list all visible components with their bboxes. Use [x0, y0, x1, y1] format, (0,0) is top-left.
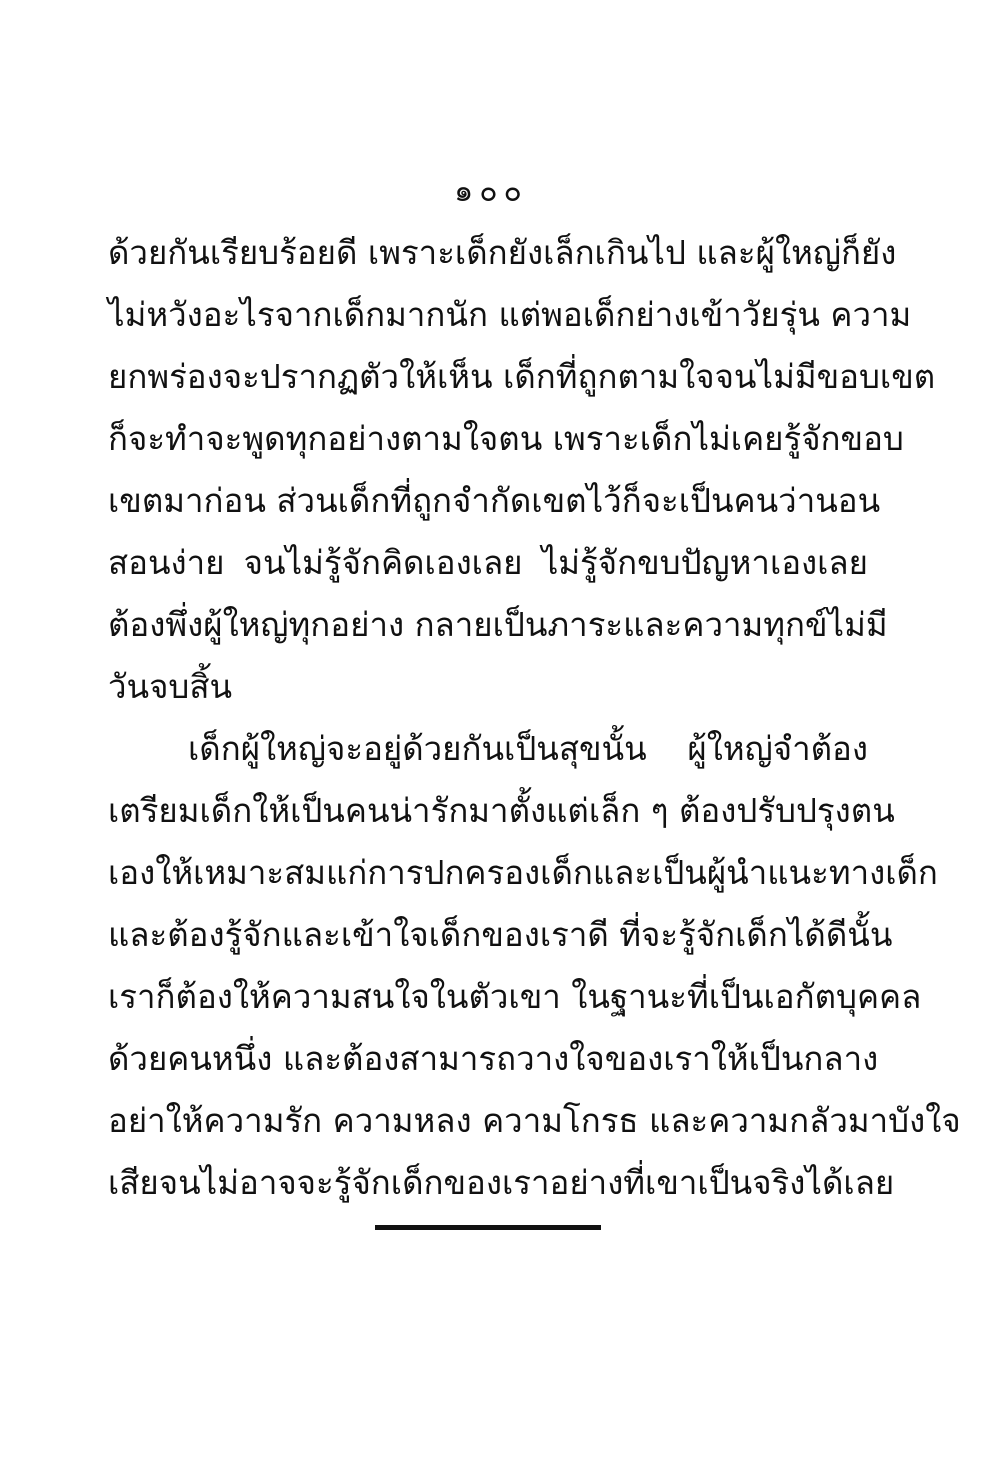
text-line: ก็จะทำจะพูดทุกอย่างตามใจตน เพราะเด็กไม่เคยรู้จักขอบ: [108, 419, 904, 458]
text-line: ยกพร่องจะปรากฏตัวให้เห็น เด็กที่ถูกตามใจจนไม่มีขอบเขต: [108, 357, 936, 396]
text-line: เขตมาก่อน ส่วนเด็กที่ถูกจำกัดเขตไว้ก็จะเป็นคนว่านอน: [108, 481, 881, 520]
text-line: เราก็ต้องให้ความสนใจในตัวเขา ในฐานะที่เป็นเอกัตบุคคล: [108, 977, 922, 1016]
text-line: อย่าให้ความรัก ความหลง ความโกรธ และความกลัวมาบังใจ: [108, 1101, 961, 1140]
text-line: ต้องพึ่งผู้ใหญ่ทุกอย่าง กลายเป็นภาระและความทุกข์ไม่มี: [108, 605, 888, 644]
text-line: และต้องรู้จักและเข้าใจเด็กของเราดี ที่จะรู้จักเด็กได้ดีนั้น: [108, 915, 893, 954]
text-line: เองให้เหมาะสมแก่การปกครองเด็กและเป็นผู้นำแนะทางเด็ก: [108, 853, 938, 892]
text-line: เด็กผู้ใหญ่จะอยู่ด้วยกันเป็นสุขนั้น ผู้ใหญ่จำต้อง: [188, 729, 868, 768]
text-line: ด้วยคนหนึ่ง และต้องสามารถวางใจของเราให้เป็นกลาง: [108, 1039, 879, 1078]
text-line: สอนง่าย จนไม่รู้จักคิดเองเลย ไม่รู้จักขบปัญหาเองเลย: [108, 543, 868, 582]
section-end-rule: [375, 1225, 601, 1230]
text-line: ด้วยกันเรียบร้อยดี เพราะเด็กยังเล็กเกินไป และผู้ใหญ่ก็ยัง: [108, 233, 897, 272]
paragraph-2: [108, 718, 961, 1214]
text-line: เสียจนไม่อาจจะรู้จักเด็กของเราอย่างที่เขาเป็นจริงได้เลย: [108, 1163, 895, 1202]
text-line: เตรียมเด็กให้เป็นคนน่ารักมาตั้งแต่เล็ก ๆ ต้องปรับปรุงตน: [108, 791, 895, 830]
body-text: [108, 222, 961, 1214]
paragraph-1: [108, 222, 936, 718]
text-line: วันจบสิ้น: [108, 667, 233, 706]
page-number: ๑๐๐: [454, 174, 528, 209]
text-line: ไม่หวังอะไรจากเด็กมากนัก แต่พอเด็กย่างเข้าวัยรุ่น ความ: [108, 295, 912, 334]
